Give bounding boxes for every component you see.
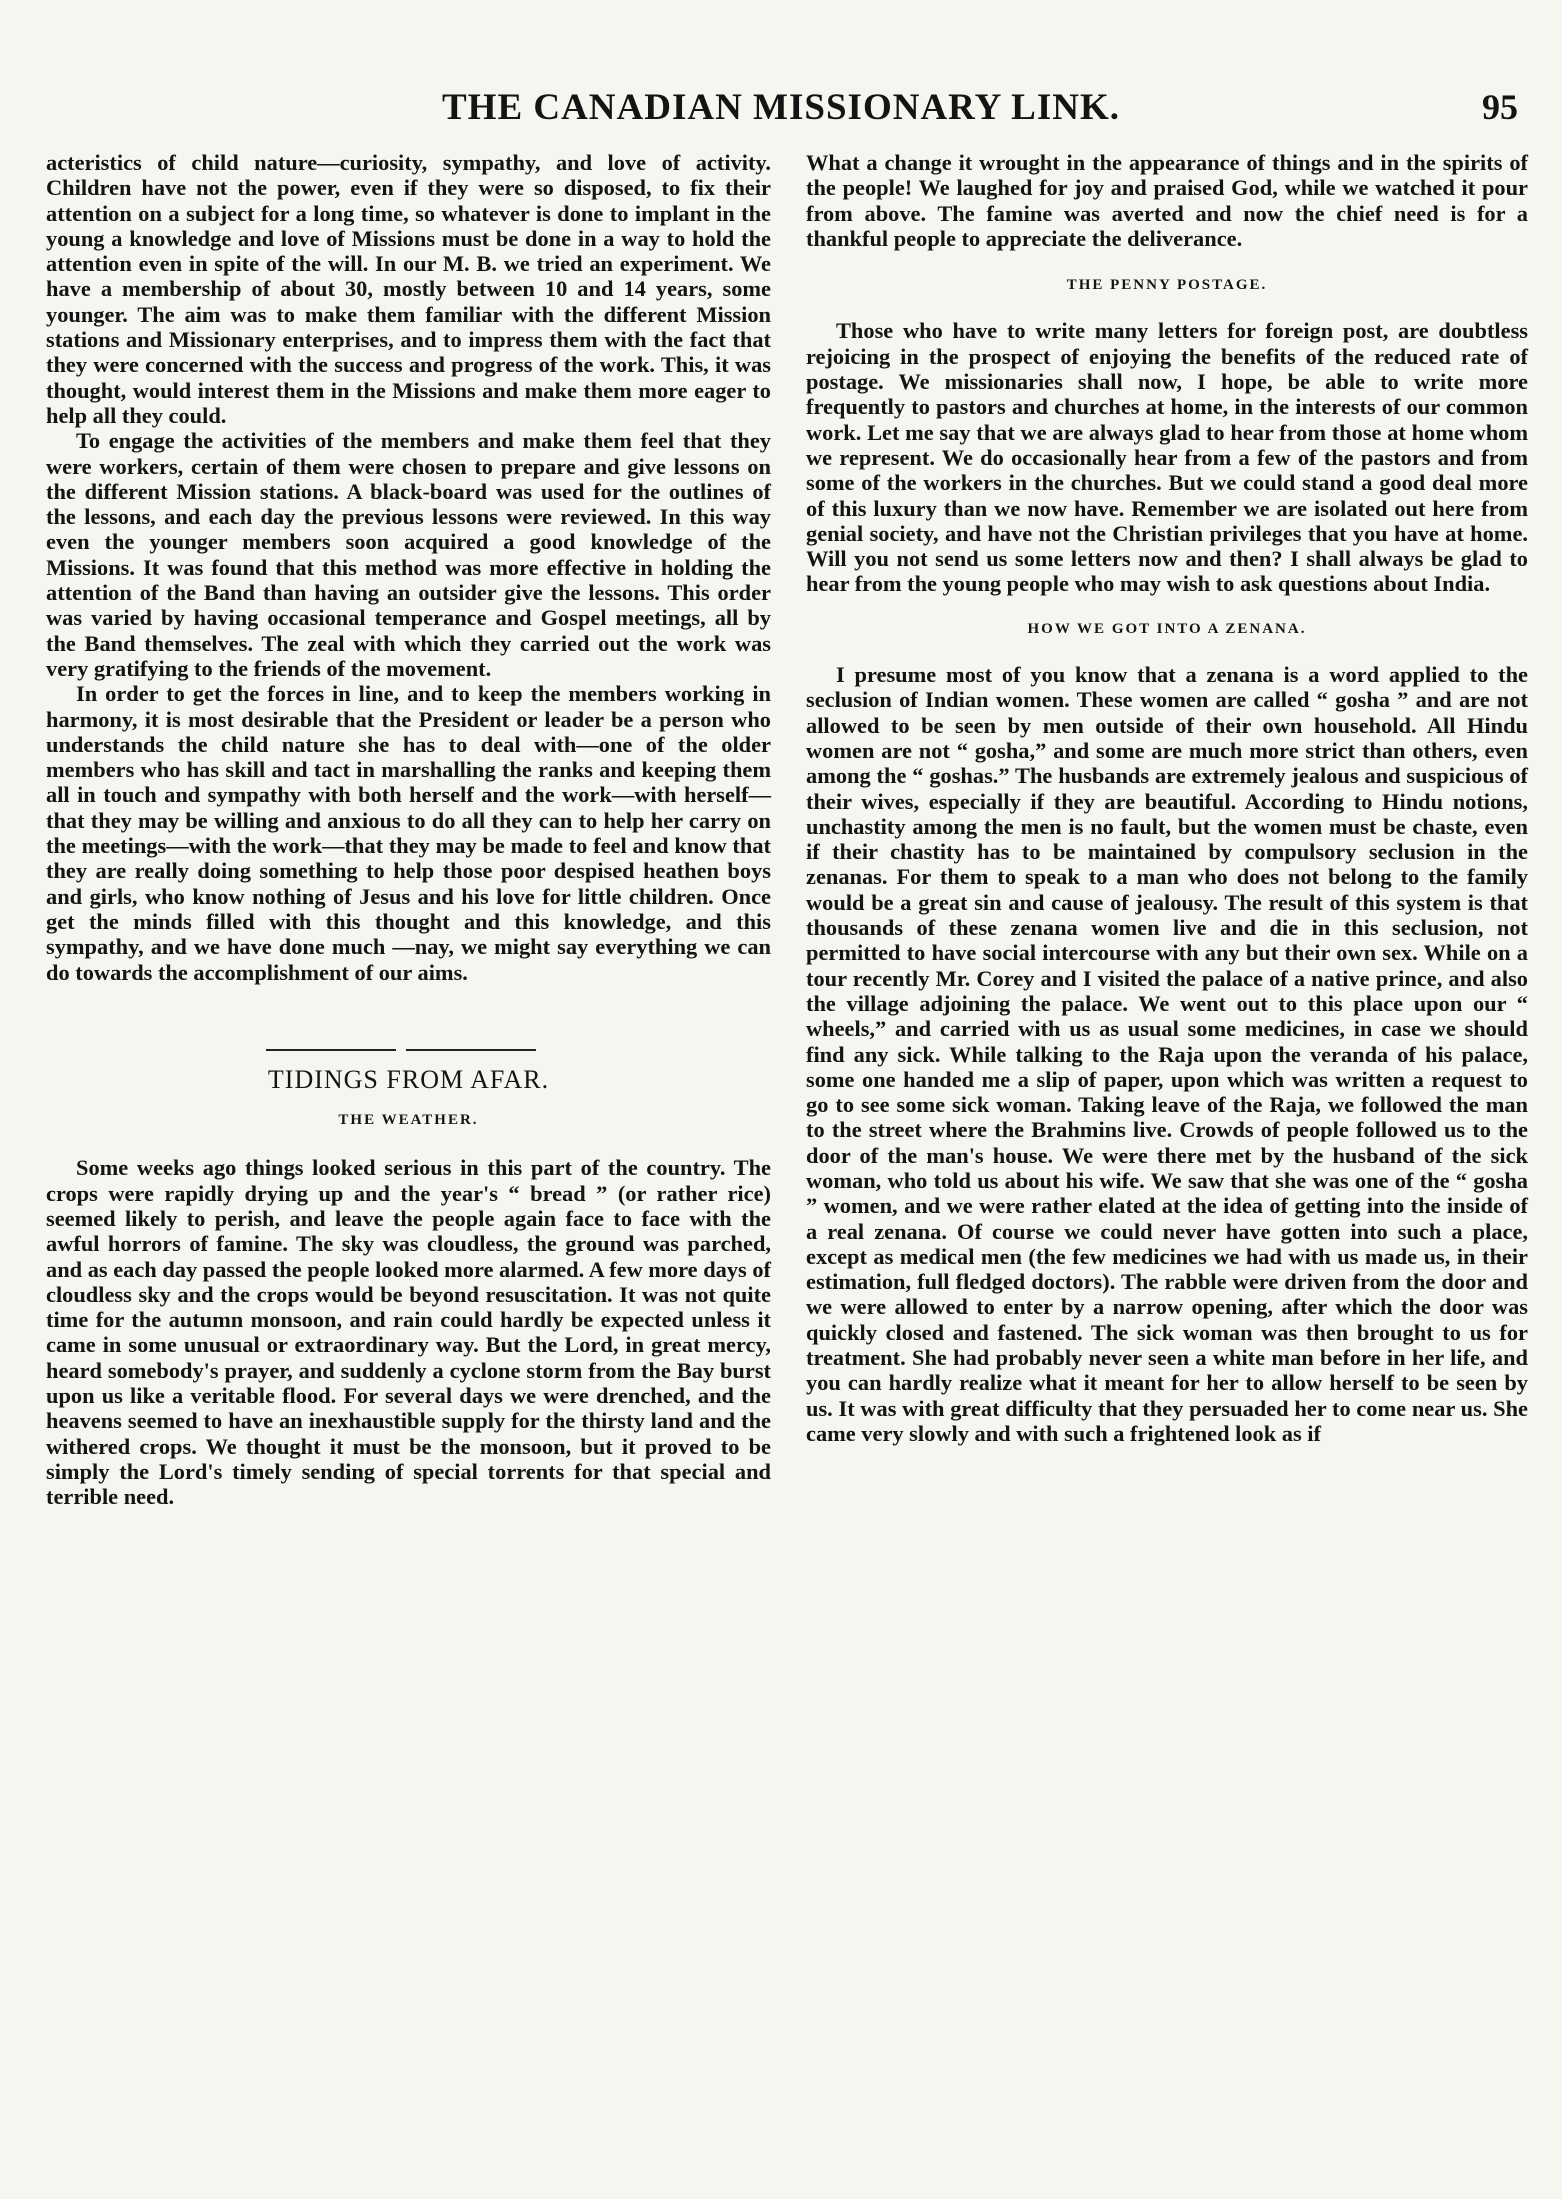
article-paragraph: In order to get the forces in line, and to keep the members working in harmony, it is most desirable that the President or leader be a person who understands the child nature she has to deal with—one of the older members who has skill and tact in marshalling the ranks and keeping them all in touch and sympathy with both herself and the work—with herself—that they may be willing and anxious to do all they can to help her carry on the meetings—with the work—that they may be made to feel and know that they are really doing something to help those poor despised heathen boys and girls, who know nothing of Jesus and his love for little children. Once get the minds filled with this thought and this knowledge, and this sympathy, and we have done much —nay, we might say everything we can do towards the accomplishment of our aims. xyxy=(46,681,771,985)
right-column xyxy=(806,150,1528,1446)
section-title: TIDINGS FROM AFAR. xyxy=(267,1064,550,1094)
article-paragraph: To engage the activities of the members and make them feel that they were workers, certain of them were chosen to prepare and give lessons on the different Mission stations. A black-board was used for the outlines of the lessons, and each day the previous lessons were reviewed. In this way even the younger members soon acquired a good knowledge of the Missions. It was found that this method was more effective in holding the attention of the Band than having an outsider give the lessons. This order was varied by having occasional temperance and Gospel meetings, all by the Band themselves. The zeal with which they carried out the work was very gratifying to the friends of the movement. xyxy=(46,428,771,681)
left-column xyxy=(46,150,771,1510)
postage-paragraph: Those who have to write many letters for foreign post, are doubtless rejoicing in the prospect of enjoying the benefits of the reduced rate of postage. We missionaries shall now, I hope, be able to write more frequently to pastors and churches at home, in the interests of our common work. Let me say that we are always glad to hear from those at home whom we represent. We do occasionally hear from a few of the pastors and from some of the workers in the churches. But we could stand a good deal more of this luxury than we now have. Remember we are isolated out here from genial society, and have not the Christian privileges that you have at home. Will you not send us some letters now and then? I shall always be glad to hear from the young people who may wish to ask questions about India. xyxy=(806,318,1528,597)
article-paragraph: acteristics of child nature—curiosity, sympathy, and love of activity. Children have not the power, even if they were so disposed, to fix their attention on a subject for a long time, so whatever is done to implant in the young a knowledge and love of Missions must be done in a way to hold the attention even in spite of the will. In our M. B. we tried an experiment. We have a membership of about 30, mostly between 10 and 14 years, some younger. The aim was to make them familiar with the different Mission stations and Missionary enterprises, and to impress them with the fact that they were concerned with the success and progress of the work. This, it was thought, would interest them in the Missions and make them more eager to help all they could. xyxy=(46,150,771,428)
weather-paragraph: Some weeks ago things looked serious in this part of the country. The crops were rapidly drying up and the year's “ bread ” (or rather rice) seemed likely to perish, and leave the people again face to face with the awful horrors of famine. The sky was cloudless, the ground was parched, and as each day passed the people looked more alarmed. A few more days of cloudless sky and the crops would be beyond resuscitation. It was not quite time for the autumn monsoon, and rain could hardly be expected unless it came in some unusual or extraordinary way. But the Lord, in great mercy, heard somebody's prayer, and suddenly a cyclone storm from the Bay burst upon us like a veritable flood. For several days we were drenched, and the heavens seemed to have an inexhaustible supply for the thirsty land and the withered crops. We thought it must be the monsoon, but it proved to be simply the Lord's timely sending of special torrents for that special and terrible need. xyxy=(46,1155,772,1510)
page-number: 95 xyxy=(1482,87,1518,127)
continued-paragraph: What a change it wrought in the appearance of things and in the spirits of the people! We laughed for joy and praised God, while we watched it pour from above. The famine was averted and now the chief need is for a thankful people to appreciate the deliverance. xyxy=(806,150,1528,251)
subheading-zenana: HOW WE GOT INTO A ZENANA. xyxy=(1027,620,1307,637)
section-divider xyxy=(46,1037,771,1067)
zenana-paragraph: I presume most of you know that a zenana is a word applied to the seclusion of Indian women. These women are called “ gosha ” and are not allowed to be seen by men outside of their own household. All Hindu women are not “ gosha,” and some are much more strict than others, even among the “ goshas.” The husbands are extremely jealous and suspicious of their wives, especially if they are beautiful. According to Hindu notions, unchastity among the men is no fault, but the women must be chaste, even if their chastity has to be maintained by compulsory seclusion in the zenanas. For them to speak to a man who does not belong to the family would be a great sin and cause of jealousy. The result of this system is that thousands of these zenana women live and die in this seclusion, not permitted to have social intercourse with any but their own sex. While on a tour recently Mr. Corey and I visited the palace of a native prince, and also the village adjoining the palace. We went out to this place upon our “ wheels,” and carried with us as usual some medicines, in case we should find any sick. While talking to the Raja upon the veranda of his palace, some one handed me a slip of paper, upon which was written a request to go to see some sick woman. Taking leave of the Raja, we followed the man to the street where the Brahmins live. Crowds of people followed us to the door of the man's house. We were there met by the husband of the sick woman, who told us about his wife. We saw that she was one of the “ gosha ” women, and we were rather elated at the idea of getting into the inside of a real zenana. Of course we could never have gotten into such a place, except as medical men (the few medicines we had with us made us, in their estimation, full fledged doctors). The rabble were driven from the door and we were allowed to enter by a narrow opening, after which the door was quickly closed and fastened. The sick woman was then brought to us for treatment. She had probably never seen a white man before in her life, and you can hardly realize what it meant for her to allow herself to be seen by us. It was with great difficulty that they persuaded her to come near us. She came very slowly and with such a frightened look as if xyxy=(806,662,1528,1446)
divider-line xyxy=(406,1049,536,1051)
divider-line xyxy=(266,1049,396,1051)
page-header xyxy=(34,86,1528,136)
subheading-weather: THE WEATHER. xyxy=(338,1112,479,1129)
subheading-penny-postage: THE PENNY POSTAGE. xyxy=(1066,277,1268,294)
publication-title: THE CANADIAN MISSIONARY LINK. xyxy=(441,87,1121,128)
